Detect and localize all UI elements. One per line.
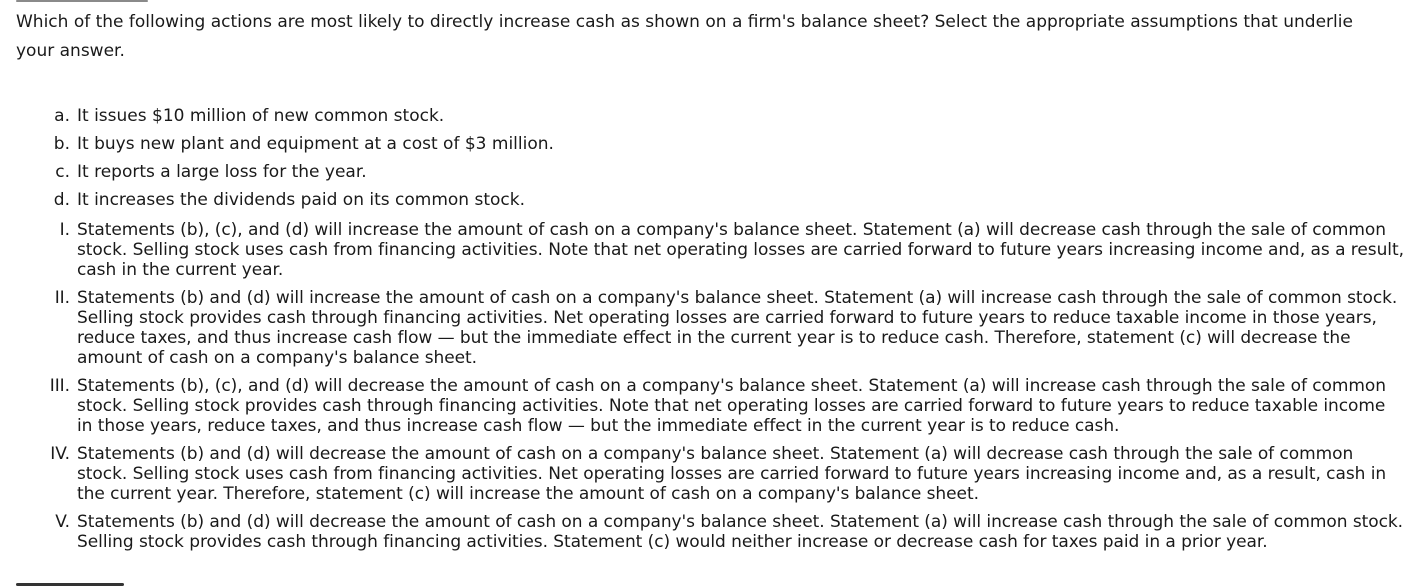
statement-item-c [0, 158, 1420, 186]
option-text: Statements (b) and (d) will decrease the amount of cash on a company's balance sheet. Statement (a) will decrease cash through the sale of common stock. Selling stock uses cash from financing activities. Net operating losses are carried forward to future years increasing income and, as a result, cash in the current year. Therefore, statement (c) will increase the amount of cash on a company's balance sheet. [77, 444, 1387, 504]
statement-text: It increases the dividends paid on its common stock. [77, 190, 525, 210]
answer-option-iv[interactable] [0, 444, 1420, 504]
statement-marker: c. [55, 162, 70, 182]
option-text: Statements (b), (c), and (d) will increase the amount of cash on a company's balance sheet. Statement (a) will decrease cash through the sale of common stock. Selling stock uses cash from financing activities. Note that net operating losses are carried forward to future years increasing income and, as a result, cash in the current year. [77, 220, 1404, 280]
statement-marker: b. [53, 134, 70, 154]
statement-text: It issues $10 million of new common stock. [77, 106, 445, 126]
statement-item-d [0, 186, 1420, 214]
option-marker: III. [49, 376, 70, 396]
option-marker: I. [59, 220, 70, 240]
option-text: Statements (b) and (d) will decrease the amount of cash on a company's balance sheet. Statement (a) will increase cash through the sale of common stock. Selling stock provides cash through financing activities. Statement (c) would neither increase or decrease cash for taxes paid in a prior year. [77, 512, 1404, 552]
option-marker: II. [54, 288, 70, 308]
statement-text: It buys new plant and equipment at a cost of $3 million. [77, 134, 554, 154]
answer-option-iii[interactable] [0, 376, 1420, 436]
question-text: Which of the following actions are most likely to directly increase cash as shown on a firm's balance sheet? Select the appropriate assumptions that underlie your answer. [16, 12, 1353, 61]
statement-list [0, 102, 1420, 214]
option-text: Statements (b) and (d) will increase the amount of cash on a company's balance sheet. Statement (a) will increase cash through the sale of common stock. Selling stock provides cash through financing activities. Net operating losses are carried forward to future years to reduce taxable income in those years, reduce taxes, and thus increase cash flow — but the immediate effect in the current year is to reduce cash. Therefore, statement (c) will decrease the amount of cash on a company's balance sheet. [77, 288, 1398, 368]
answer-option-i[interactable] [0, 220, 1420, 280]
option-text: Statements (b), (c), and (d) will decrease the amount of cash on a company's balance sheet. Statement (a) will increase cash through the sale of common stock. Selling stock provides cash through financing activities. Note that net operating losses are carried forward to future years to reduce taxable income in those years, reduce taxes, and thus increase cash flow — but the immediate effect in the current year is to reduce cash. [77, 376, 1386, 436]
top-divider [16, 0, 148, 2]
statement-text: It reports a large loss for the year. [77, 162, 367, 182]
statement-marker: d. [53, 190, 70, 210]
option-marker: IV. [50, 444, 70, 464]
statement-item-a [0, 102, 1420, 130]
answer-option-v[interactable] [0, 512, 1420, 552]
answer-option-list [0, 220, 1420, 560]
statement-item-b [0, 130, 1420, 158]
answer-option-ii[interactable] [0, 288, 1420, 368]
option-marker: V. [55, 512, 70, 532]
statement-marker: a. [54, 106, 70, 126]
